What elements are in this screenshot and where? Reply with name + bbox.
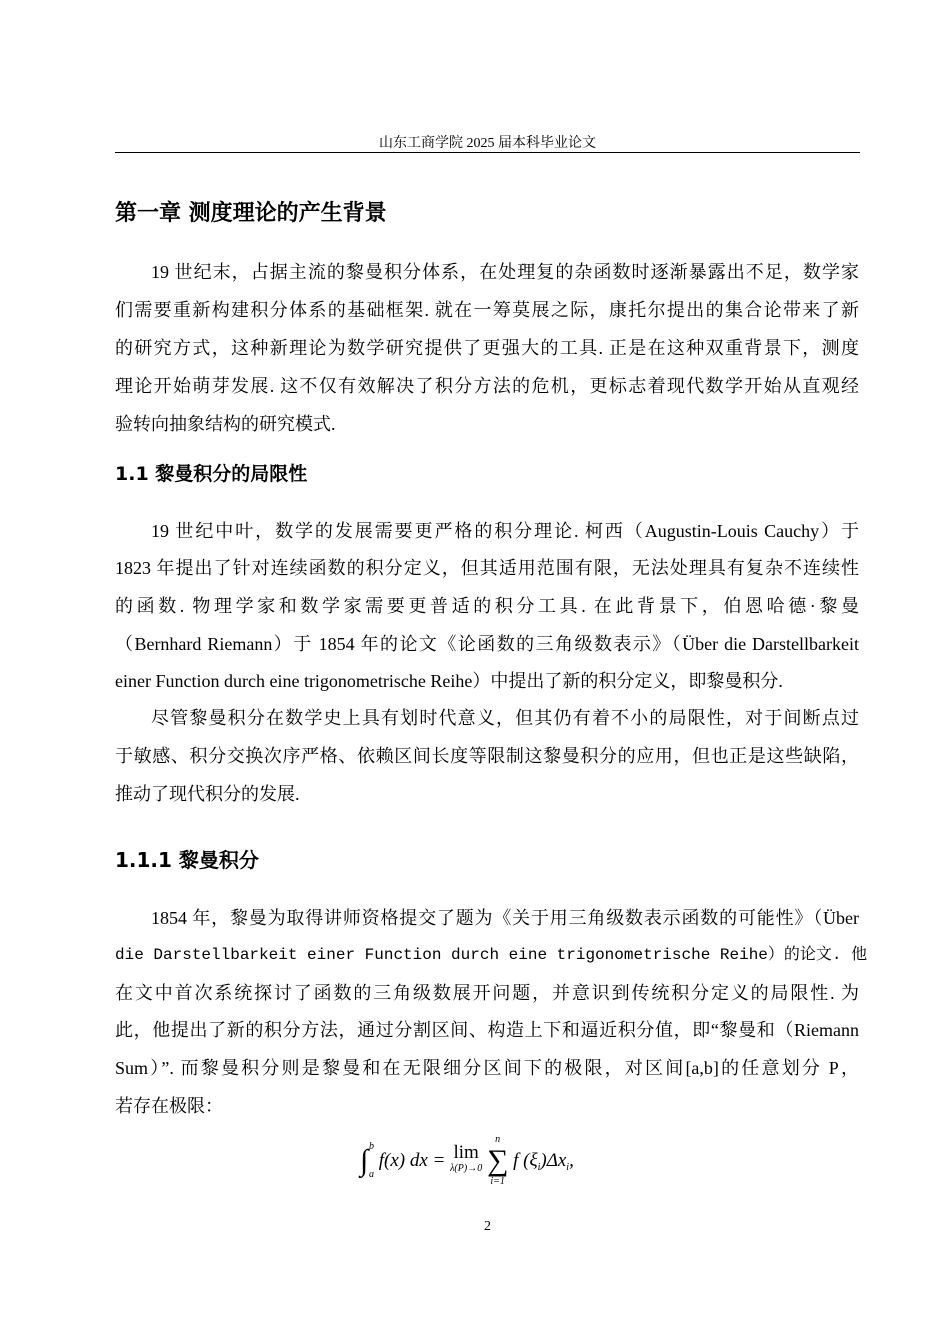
lim-text: lim bbox=[453, 1142, 479, 1164]
delta-x: )Δx bbox=[540, 1149, 567, 1171]
lower-limit: a bbox=[368, 1169, 374, 1180]
paragraph-line: 此，他提出了新的积分方法，通过分割区间、构造上下和逼近积分值，即“黎曼和（Riemann bbox=[115, 1020, 859, 1040]
paragraph-line: 若存在极限： bbox=[115, 1096, 223, 1116]
paragraph-line: 们需要重新构建积分体系的基础框架. 就在一筹莫展之际，康托尔提出的集合论带来了新 bbox=[115, 300, 859, 320]
sigma: ∑ bbox=[486, 1144, 509, 1177]
xi-subscript: i bbox=[537, 1161, 541, 1173]
summand-f: f (ξ bbox=[513, 1149, 538, 1171]
lim-subscript: λ(P)→0 bbox=[450, 1163, 483, 1175]
paragraph-line: 19 世纪中叶，数学的发展需要更严格的积分理论. 柯西（Augustin-Louis Cauchy）于 bbox=[151, 521, 859, 541]
paragraph-line: 验转向抽象结构的研究模式. bbox=[115, 414, 336, 434]
integral-limits bbox=[369, 1140, 374, 1182]
upper-limit: b bbox=[368, 1141, 374, 1152]
limit bbox=[450, 1142, 483, 1178]
comma: , bbox=[569, 1149, 574, 1171]
paragraph-line: （Bernhard Riemann）于 1854 年的论文《论函数的三角级数表示》（Über die Darstellbarkeit bbox=[115, 634, 859, 654]
running-header: 山东工商学院 2025 届本科毕业论文 bbox=[379, 136, 596, 151]
page-number: 2 bbox=[484, 1219, 491, 1234]
paragraph-line: 19 世纪末，占据主流的黎曼积分体系，在处理复的杂函数时逐渐暴露出不足，数学家 bbox=[151, 262, 859, 282]
chapter-title: 第一章 测度理论的产生背景 bbox=[115, 201, 387, 226]
riemann-integral-formula bbox=[360, 1133, 574, 1189]
paragraph-line: 1823 年提出了针对连续函数的积分定义，但其适用范围有限，无法处理具有复杂不连续性 bbox=[115, 558, 859, 578]
section-heading-1-1-1: 1.1.1 黎曼积分 bbox=[115, 848, 259, 872]
sum-lower: i=1 bbox=[490, 1176, 505, 1187]
x-subscript: i bbox=[566, 1161, 570, 1173]
paragraph-line: 1854 年，黎曼为取得讲师资格提交了题为《关于用三角级数表示函数的可能性》（Über bbox=[151, 908, 859, 928]
integrand: f(x) dx = bbox=[378, 1150, 446, 1171]
sum-upper: n bbox=[495, 1134, 501, 1145]
paragraph-line: die Darstellbarkeit einer Function durch eine trigonometrische Reihe）的论文. 他 bbox=[115, 946, 868, 964]
summation bbox=[487, 1133, 508, 1189]
header-rule bbox=[115, 152, 860, 153]
paragraph-line: einer Function durch eine trigonometrische Reihe）中提出了新的积分定义，即黎曼积分. bbox=[115, 671, 783, 691]
paragraph-line: 尽管黎曼积分在数学史上具有划时代意义，但其仍有着不小的局限性，对于间断点过 bbox=[151, 708, 859, 728]
summand bbox=[513, 1149, 574, 1173]
paragraph-line: 于敏感、积分交换次序严格、依赖区间长度等限制这黎曼积分的应用，但也正是这些缺陷， bbox=[115, 746, 859, 766]
paragraph-line: 在文中首次系统探讨了函数的三角级数展开问题，并意识到传统积分定义的局限性. 为 bbox=[115, 983, 859, 1003]
section-heading-1-1: 1.1 黎曼积分的局限性 bbox=[115, 463, 308, 485]
paragraph-line: Sum）”. 而黎曼积分则是黎曼和在无限细分区间下的极限，对区间[a,b]的任意划分 P， bbox=[115, 1058, 859, 1078]
paragraph-line: 理论开始萌芽发展. 这不仅有效解决了积分方法的危机，更标志着现代数学开始从直观经 bbox=[115, 376, 859, 396]
integral-sign: ∫ bbox=[360, 1144, 369, 1177]
paragraph-line: 推动了现代积分的发展. bbox=[115, 784, 300, 804]
paragraph-line: 的函数. 物理学家和数学家需要更普适的积分工具. 在此背景下，伯恩哈德·黎曼 bbox=[115, 596, 859, 616]
paragraph-line: 的研究方式，这种新理论为数学研究提供了更强大的工具. 正是在这种双重背景下，测度 bbox=[115, 338, 859, 358]
